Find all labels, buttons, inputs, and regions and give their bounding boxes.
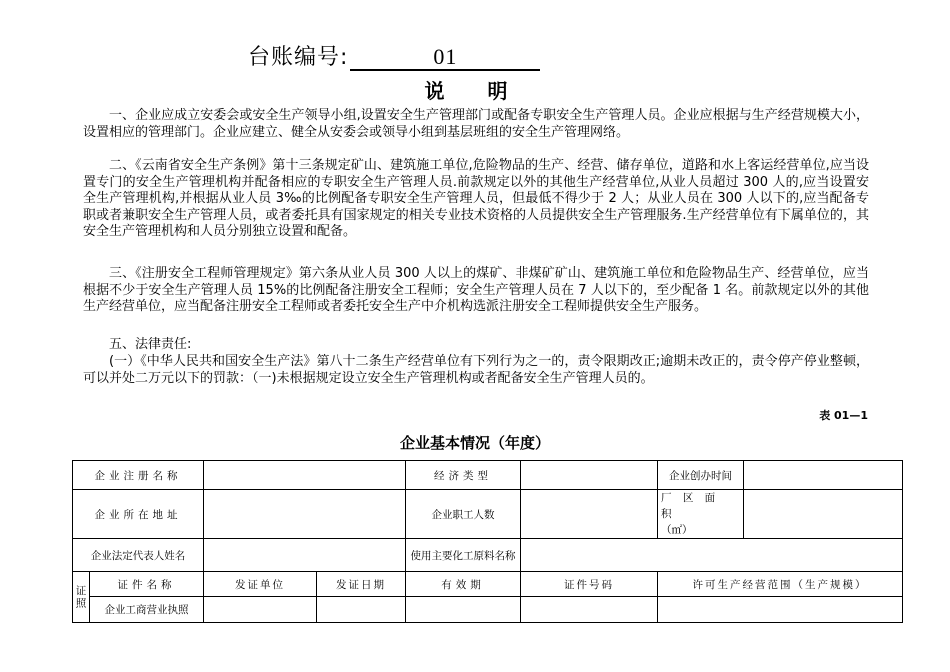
paragraph-2: 二、《云南省安全生产条例》第十三条规定矿山、建筑施工单位,危险物品的生产、经营、储存单位，道路和水上客运经营单位,应当设置专门的安全生产管理机构并配备相应的专职安全生产管理人员.前款规定以外的其他生产经营单位,从业人员超过 300 人的,应当设置安全生产管理机构,并根据从业人员 3‰的比例配备专职安全生产管理人员，但最低不得少于 2 人；从业人员在 300 人以下的,应当配备专职或者兼职安全生产管理人员，或者委托具有国家规定的相关专业技术资格的人员提供安全生产管理服务.生产经营单位有下属单位的，其安全生产管理机构和人员分别独立设置和配备。 [83, 158, 869, 240]
legal-rep-value[interactable] [204, 539, 406, 572]
scope-value[interactable] [658, 597, 903, 623]
plant-area-label-text: 厂 区 面 积 [661, 492, 720, 520]
plant-area-value[interactable] [744, 490, 903, 539]
cert-name-business-license: 企业工商营业执照 [90, 597, 204, 623]
page-heading: 说 明 [424, 79, 526, 103]
econ-type-label: 经济类型 [406, 461, 521, 490]
table-row [73, 597, 903, 623]
enterprise-basic-table [72, 460, 903, 623]
reg-name-value[interactable] [204, 461, 406, 490]
address-value[interactable] [204, 490, 406, 539]
founded-value[interactable] [744, 461, 903, 490]
reg-name-label: 企业注册名称 [73, 461, 204, 490]
validity-value[interactable] [406, 597, 521, 623]
issuer-value[interactable] [204, 597, 317, 623]
staff-count-label: 企业职工人数 [406, 490, 521, 539]
paragraph-1: 一、企业应成立安委会或安全生产领导小组,设置安全生产管理部门或配备专职安全生产管理人员。企业应根据与生产经营规模大小，设置相应的管理部门。企业应建立、健全从安委会或领导小组到基层班组的安全生产管理网络。 [83, 108, 869, 140]
ledger-number-value: 01 [350, 45, 540, 71]
table-row [73, 539, 903, 572]
table-title: 企业基本情况（年度） [399, 434, 550, 452]
econ-type-value[interactable] [521, 461, 658, 490]
table-row [73, 490, 903, 539]
cert-side-label: 证照 [73, 572, 90, 623]
founded-label: 企业创办时间 [658, 461, 744, 490]
issue-date-header: 发证日期 [317, 572, 406, 597]
address-label: 企业所在地址 [73, 490, 204, 539]
table-row [73, 572, 903, 597]
staff-count-value[interactable] [521, 490, 658, 539]
validity-header: 有效期 [406, 572, 521, 597]
plant-area-unit: （㎡） [661, 524, 693, 536]
scope-header: 许可生产经营范围（生产规模） [658, 572, 903, 597]
paragraph-5-1: (一）《中华人民共和国安全生产法》第八十二条生产经营单位有下列行为之一的，责令限期改正;逾期未改正的，责令停产停业整顿，可以并处二万元以下的罚款：（一)未根据规定设立安全生产管理机构或者配备安全生产管理人员的。 [83, 354, 869, 386]
cert-no-header: 证件号码 [521, 572, 658, 597]
paragraph-5: 五、法律责任: [109, 337, 192, 352]
table-row [73, 461, 903, 490]
form-code: 表 01—1 [819, 409, 868, 422]
legal-rep-label: 企业法定代表人姓名 [73, 539, 204, 572]
chem-materials-label: 使用主要化工原料名称 [406, 539, 521, 572]
chem-materials-value[interactable] [521, 539, 903, 572]
issue-date-value[interactable] [317, 597, 406, 623]
cert-name-header: 证件名称 [90, 572, 204, 597]
ledger-number-label: 台账编号: [248, 45, 349, 70]
issuer-header: 发证单位 [204, 572, 317, 597]
ledger-number-line [248, 40, 540, 71]
paragraph-3: 三、《注册安全工程师管理规定》第六条从业人员 300 人以上的煤矿、非煤矿矿山、建筑施工单位和危险物品生产、经营单位，应当根据不少于安全生产管理人员 15%的比例配备注册安全工程师；安全生产管理人员在 7 人以下的，至少配备 1 名。前款规定以外的其他生产经营单位，应当配备注册安全工程师或者委托安全生产中介机构选派注册安全工程师提供安全生产服务。 [83, 266, 869, 315]
plant-area-label [658, 490, 744, 539]
cert-no-value[interactable] [521, 597, 658, 623]
